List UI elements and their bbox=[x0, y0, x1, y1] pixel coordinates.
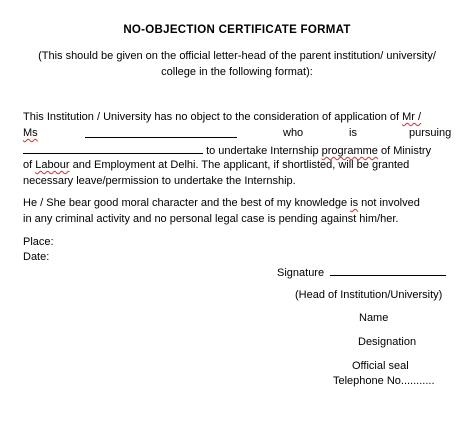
para2-line-1 bbox=[23, 197, 420, 209]
para1-line-3-text-c: of Ministry bbox=[380, 145, 432, 157]
para1-line-4 bbox=[23, 159, 409, 171]
mr-label: Mr / bbox=[402, 111, 422, 123]
place-label: Place: bbox=[23, 236, 54, 248]
telephone-label: Telephone No........... bbox=[333, 375, 435, 387]
para1-line-3 bbox=[23, 143, 431, 157]
signature-label: Signature bbox=[277, 267, 325, 279]
ms-label: Ms bbox=[23, 127, 38, 139]
head-of-institution-label: (Head of Institution/University) bbox=[295, 289, 443, 301]
programme-word: programme bbox=[321, 145, 378, 157]
para2-line-2: in any criminal activity and no personal legal case is pending against him/her. bbox=[23, 213, 399, 225]
official-seal-label: Official seal bbox=[352, 360, 409, 372]
signature-blank[interactable] bbox=[330, 265, 446, 276]
para1-line-1 bbox=[23, 111, 421, 123]
name-label: Name bbox=[359, 312, 389, 324]
labour-word: Labour bbox=[35, 159, 70, 171]
subtitle-line-1: (This should be given on the official letter-head of the parent institution/ university/ bbox=[38, 50, 436, 62]
para2-line-1-text-c: not involved bbox=[361, 197, 420, 209]
para1-line-5: necessary leave/permission to undertake the Internship. bbox=[23, 175, 296, 187]
pursuing-word: pursuing bbox=[409, 127, 452, 139]
para1-line-1-text: This Institution / University has no object to the consideration of application of bbox=[23, 111, 400, 123]
para1-line-2 bbox=[23, 127, 451, 141]
course-blank[interactable] bbox=[23, 143, 203, 154]
document-title: NO-OBJECTION CERTIFICATE FORMAT bbox=[123, 24, 351, 36]
para1-line-3-text-a: to undertake Internship bbox=[206, 145, 319, 157]
who-word: who bbox=[283, 127, 304, 139]
applicant-name-blank[interactable] bbox=[85, 127, 237, 138]
subtitle-line-2: college in the following format): bbox=[161, 66, 313, 78]
signature-row bbox=[277, 265, 446, 279]
designation-label: Designation bbox=[358, 336, 417, 348]
para2-line-1-text-a: He / She bear good moral character and the best of my knowledge bbox=[23, 197, 348, 209]
para1-line-4-text-a: of bbox=[23, 159, 33, 171]
para1-line-4-text-c: and Employment at Delhi. The applicant, if shortlisted, will be granted bbox=[72, 159, 410, 171]
is-word-2: is bbox=[350, 197, 359, 209]
is-word: is bbox=[349, 127, 357, 139]
date-label: Date: bbox=[23, 251, 50, 263]
